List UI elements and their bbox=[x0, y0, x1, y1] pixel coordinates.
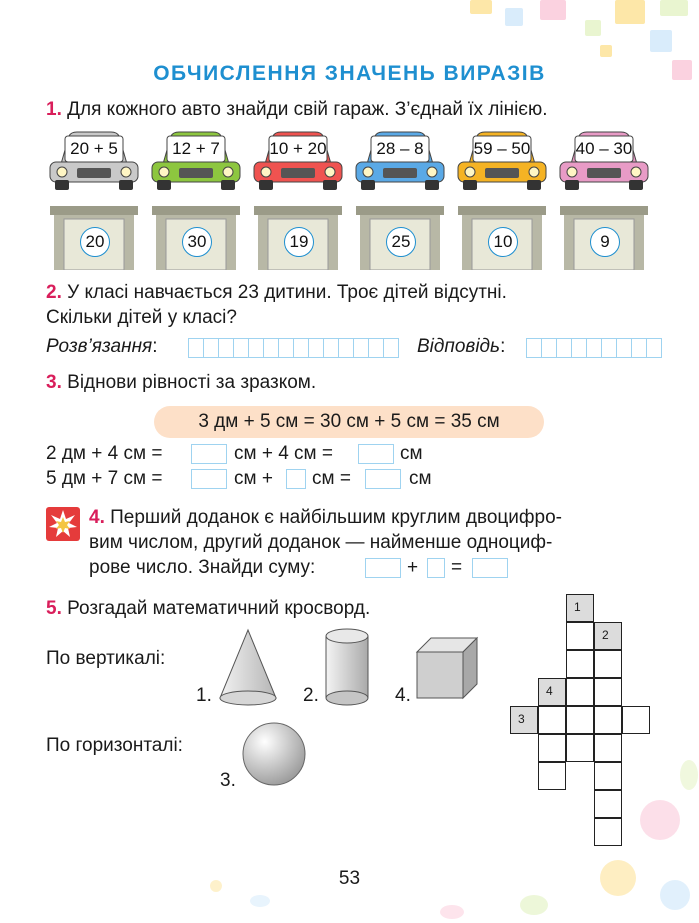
car-expression: 40 – 30 bbox=[575, 139, 633, 158]
answer-cell[interactable] bbox=[368, 338, 384, 358]
crossword-cell[interactable] bbox=[594, 762, 622, 790]
page-number: 53 bbox=[338, 868, 361, 889]
crossword-cell[interactable] bbox=[566, 678, 594, 706]
task4-number: 4. bbox=[89, 507, 105, 528]
task2-line2: Скільки дітей у класі? bbox=[46, 307, 237, 328]
task1-text: Для кожного авто знайди свій гараж. З’єднай їх лінією. bbox=[67, 99, 548, 120]
task3-number: 3. bbox=[46, 372, 62, 393]
answer-cell[interactable] bbox=[526, 338, 542, 358]
crossword-cell-4[interactable]: 4 bbox=[538, 678, 566, 706]
car[interactable] bbox=[353, 130, 447, 192]
task4-line2: вим числом, другий доданок — найменше одноциф- bbox=[89, 532, 553, 553]
cone-label: 1. bbox=[196, 685, 212, 706]
crossword-cell[interactable] bbox=[566, 622, 594, 650]
car-expression: 10 + 20 bbox=[269, 139, 327, 158]
solution-label: Розв’язання: bbox=[46, 336, 158, 357]
task3-text: Віднови рівності за зразком. bbox=[67, 372, 317, 393]
garage-number: 25 bbox=[386, 227, 416, 257]
answer-label: Відповідь: bbox=[417, 336, 506, 357]
answer-cell[interactable] bbox=[293, 338, 309, 358]
car-expression: 59 – 50 bbox=[473, 139, 531, 158]
answer-cell[interactable] bbox=[571, 338, 587, 358]
cube-icon bbox=[415, 636, 479, 707]
cone-icon bbox=[216, 628, 280, 713]
task1-number: 1. bbox=[46, 99, 62, 120]
plus-sign: + bbox=[407, 557, 419, 578]
task5-prompt bbox=[46, 596, 370, 622]
car[interactable] bbox=[149, 130, 243, 192]
equals-sign: = bbox=[451, 557, 463, 578]
garage[interactable] bbox=[356, 206, 444, 270]
row2-box-3[interactable] bbox=[365, 469, 401, 489]
cube-label: 4. bbox=[395, 685, 411, 706]
answer-cell[interactable] bbox=[541, 338, 557, 358]
garage[interactable] bbox=[458, 206, 546, 270]
answer-cell[interactable] bbox=[586, 338, 602, 358]
sum-box-1[interactable] bbox=[365, 558, 401, 578]
answer-cell[interactable] bbox=[188, 338, 204, 358]
page-title: ОБЧИСЛЕННЯ ЗНАЧЕНЬ ВИРАЗІВ bbox=[153, 62, 546, 85]
garage[interactable] bbox=[50, 206, 138, 270]
crossword-cell[interactable] bbox=[594, 678, 622, 706]
crossword-cell[interactable] bbox=[566, 650, 594, 678]
horizontal-label: По горизонталі: bbox=[46, 735, 183, 756]
task5-number: 5. bbox=[46, 598, 62, 619]
row2-part-a: 5 дм + 7 см = bbox=[46, 468, 163, 489]
crossword-cell-1[interactable]: 1 bbox=[566, 594, 594, 622]
crossword-cell[interactable] bbox=[566, 706, 594, 734]
crossword-cell[interactable] bbox=[594, 650, 622, 678]
answer-cell[interactable] bbox=[353, 338, 369, 358]
answer-cell[interactable] bbox=[233, 338, 249, 358]
task1-prompt bbox=[46, 97, 548, 123]
sphere-label: 3. bbox=[220, 770, 236, 791]
garage-number: 9 bbox=[590, 227, 620, 257]
task2-line1 bbox=[46, 280, 507, 306]
car-expression: 28 – 8 bbox=[376, 139, 424, 158]
car[interactable] bbox=[47, 130, 141, 192]
car[interactable] bbox=[557, 130, 651, 192]
answer-cell[interactable] bbox=[646, 338, 662, 358]
row1-box-2[interactable] bbox=[358, 444, 394, 464]
garage-number: 19 bbox=[284, 227, 314, 257]
answer-cell[interactable] bbox=[278, 338, 294, 358]
answer-cell[interactable] bbox=[616, 338, 632, 358]
crossword-cell[interactable] bbox=[622, 706, 650, 734]
sphere-icon bbox=[241, 721, 307, 792]
answer-cell[interactable] bbox=[203, 338, 219, 358]
row1-box-1[interactable] bbox=[191, 444, 227, 464]
garage-number: 10 bbox=[488, 227, 518, 257]
example-equation: 3 дм + 5 см = 30 см + 5 см = 35 см bbox=[198, 411, 500, 432]
challenge-star-icon bbox=[46, 507, 80, 541]
crossword-cell[interactable] bbox=[566, 734, 594, 762]
garage[interactable] bbox=[152, 206, 240, 270]
garage-number: 20 bbox=[80, 227, 110, 257]
answer-boxes[interactable] bbox=[526, 338, 661, 358]
row1-part-c: см bbox=[400, 443, 423, 464]
crossword-cell[interactable] bbox=[594, 706, 622, 734]
task4-line3: рове число. Знайди суму: bbox=[89, 557, 316, 578]
answer-cell[interactable] bbox=[263, 338, 279, 358]
car[interactable] bbox=[251, 130, 345, 192]
row2-box-1[interactable] bbox=[191, 469, 227, 489]
answer-cell[interactable] bbox=[323, 338, 339, 358]
vertical-label: По вертикалі: bbox=[46, 648, 166, 669]
sum-box-3[interactable] bbox=[472, 558, 508, 578]
car-expression: 12 + 7 bbox=[172, 139, 220, 158]
task2-number: 2. bbox=[46, 282, 62, 303]
task4-line1 bbox=[89, 505, 562, 531]
answer-cell[interactable] bbox=[556, 338, 572, 358]
cylinder-label: 2. bbox=[303, 685, 319, 706]
crossword-cell[interactable] bbox=[594, 734, 622, 762]
crossword-cell-3[interactable]: 3 bbox=[510, 706, 538, 734]
task4-text-1: Перший доданок є найбільшим круглим двоцифро- bbox=[110, 507, 562, 528]
row2-box-2[interactable] bbox=[286, 469, 306, 489]
task2-text-1: У класі навчається 23 дитини. Троє дітей відсутні. bbox=[67, 282, 507, 303]
garage[interactable] bbox=[560, 206, 648, 270]
row2-part-c: см = bbox=[312, 468, 351, 489]
car-expression: 20 + 5 bbox=[70, 139, 118, 158]
answer-cell[interactable] bbox=[601, 338, 617, 358]
answer-cell[interactable] bbox=[218, 338, 234, 358]
row2-part-d: см bbox=[409, 468, 432, 489]
crossword-cell[interactable] bbox=[594, 790, 622, 818]
crossword-cell[interactable] bbox=[538, 762, 566, 790]
answer-cell[interactable] bbox=[338, 338, 354, 358]
task5-text: Розгадай математичний кросворд. bbox=[67, 598, 371, 619]
answer-cell[interactable] bbox=[248, 338, 264, 358]
sum-box-2[interactable] bbox=[427, 558, 445, 578]
row1-part-a: 2 дм + 4 см = bbox=[46, 443, 163, 464]
crossword-cell[interactable] bbox=[594, 818, 622, 846]
answer-cell[interactable] bbox=[308, 338, 324, 358]
crossword-cell-2[interactable]: 2 bbox=[594, 622, 622, 650]
task3-prompt bbox=[46, 370, 316, 396]
crossword-cell[interactable] bbox=[538, 706, 566, 734]
crossword-cell[interactable] bbox=[538, 734, 566, 762]
row2-part-b: см + bbox=[234, 468, 273, 489]
solution-answer-boxes[interactable] bbox=[188, 338, 398, 358]
answer-cell[interactable] bbox=[631, 338, 647, 358]
garage[interactable] bbox=[254, 206, 342, 270]
cylinder-icon bbox=[323, 628, 371, 713]
answer-cell[interactable] bbox=[383, 338, 399, 358]
row1-part-b: см + 4 см = bbox=[234, 443, 333, 464]
garage-number: 30 bbox=[182, 227, 212, 257]
car[interactable] bbox=[455, 130, 549, 192]
